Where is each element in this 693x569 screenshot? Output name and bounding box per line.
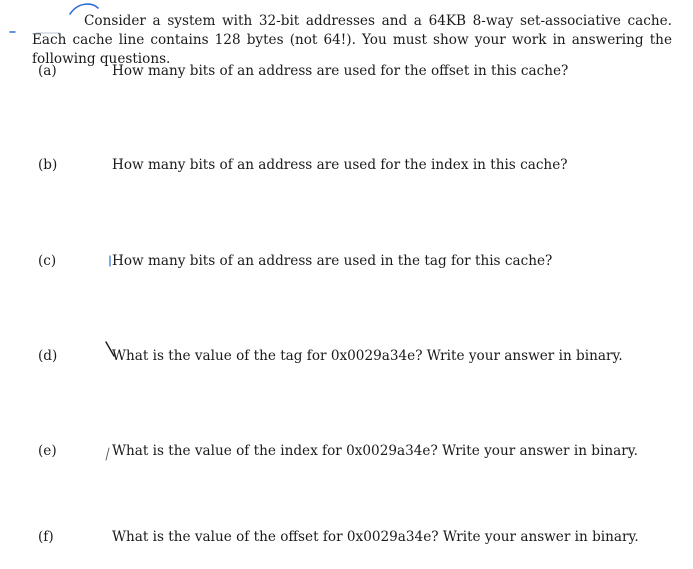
question-d [0, 346, 693, 366]
question-c [0, 251, 693, 271]
question-label: (e) [38, 443, 57, 459]
question-f [0, 527, 693, 547]
question-label: (a) [38, 63, 57, 79]
question-text: How many bits of an address are used in the tag for this cache? [112, 253, 553, 269]
question-text: What is the value of the offset for 0x0029a34e? Write your answer in binary. [112, 529, 639, 545]
question-label: (b) [38, 157, 58, 173]
question-a [0, 61, 693, 81]
question-label: (c) [38, 253, 57, 269]
question-text: What is the value of the index for 0x0029a34e? Write your answer in binary. [112, 443, 638, 459]
question-text: How many bits of an address are used for the index in this cache? [112, 157, 568, 173]
question-label: (f) [38, 529, 54, 545]
question-text: What is the value of the tag for 0x0029a34e? Write your answer in binary. [112, 348, 623, 364]
question-text: How many bits of an address are used for the offset in this cache? [112, 63, 569, 79]
question-b [0, 155, 693, 175]
question-label: (d) [38, 348, 58, 364]
problem-intro: Consider a system with 32-bit addresses and a 64KB 8-way set-associative cache. Each cache line contains 128 bytes (not 64!). You must show your work in answering the following questions. [32, 13, 672, 67]
question-e [0, 441, 693, 461]
